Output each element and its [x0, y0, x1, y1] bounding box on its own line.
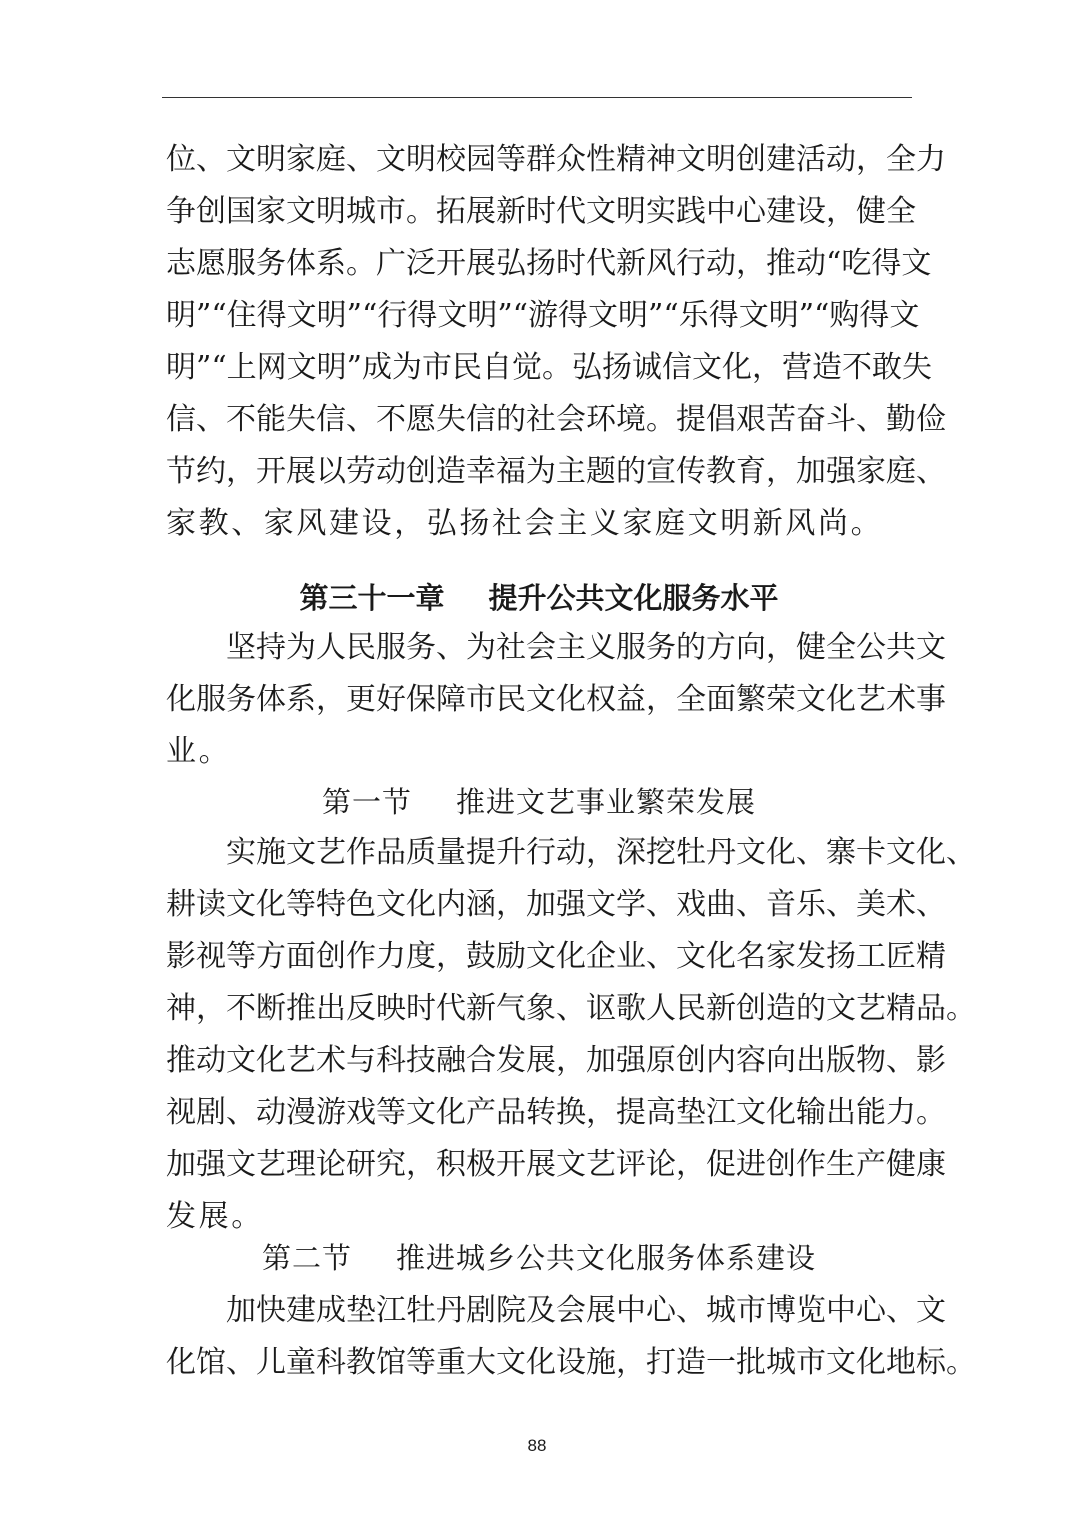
body-text-line: 位、文明家庭、文明校园等群众性精神文明创建活动，全力	[166, 142, 946, 177]
body-text-line: 明”“住得文明”“行得文明”“游得文明”“乐得文明”“购得文	[166, 298, 920, 333]
body-text-line: 明”“上网文明”成为市民自觉。弘扬诚信文化，营造不敢失	[166, 350, 933, 385]
section-number: 第一节	[321, 785, 412, 819]
chapter-title: 提升公共文化服务水平	[488, 581, 779, 615]
section-title: 推进城乡公共文化服务体系建设	[396, 1241, 817, 1275]
body-text-line: 信、不能失信、不愿失信的社会环境。提倡艰苦奋斗、勤俭	[166, 402, 946, 437]
body-text-line: 家教、家风建设，弘扬社会主义家庭文明新风尚。	[166, 506, 884, 541]
section-number: 第二节	[261, 1241, 352, 1275]
body-text-line: 实施文艺作品质量提升行动，深挖牡丹文化、寨卡文化、	[226, 835, 976, 870]
body-text-line: 坚持为人民服务、为社会主义服务的方向，健全公共文	[226, 630, 946, 665]
section-title: 推进文艺事业繁荣发展	[456, 785, 757, 819]
body-text-line: 加快建成垫江牡丹剧院及会展中心、城市博览中心、文	[226, 1293, 946, 1328]
body-text-line: 推动文化艺术与科技融合发展，加强原创内容向出版物、影	[166, 1043, 946, 1078]
chapter-number: 第三十一章	[299, 581, 445, 615]
body-text-line: 争创国家文明城市。拓展新时代文明实践中心建设，健全	[166, 194, 916, 229]
body-text-line: 化服务体系，更好保障市民文化权益，全面繁荣文化艺术事	[166, 682, 946, 717]
body-text-line: 志愿服务体系。广泛开展弘扬时代新风行动，推动“吃得文	[166, 246, 932, 281]
chapter-heading	[166, 572, 912, 624]
section-heading	[166, 1232, 912, 1284]
body-text-line: 业。	[166, 734, 232, 769]
body-text-line: 神，不断推出反映时代新气象、讴歌人民新创造的文艺精品。	[166, 991, 976, 1026]
header-rule	[162, 97, 912, 98]
body-text-line: 节约，开展以劳动创造幸福为主题的宣传教育，加强家庭、	[166, 454, 946, 489]
body-text-line: 化馆、儿童科教馆等重大文化设施，打造一批城市文化地标。	[166, 1345, 976, 1380]
body-text-line: 发展。	[166, 1199, 264, 1234]
body-text-line: 视剧、动漫游戏等文化产品转换，提高垫江文化输出能力。	[166, 1095, 946, 1130]
body-text-line: 影视等方面创作力度，鼓励文化企业、文化名家发扬工匠精	[166, 939, 946, 974]
page-number: 88	[527, 1436, 547, 1455]
body-text-line: 耕读文化等特色文化内涵，加强文学、戏曲、音乐、美术、	[166, 887, 946, 922]
section-heading	[166, 776, 912, 828]
body-text-line: 加强文艺理论研究，积极开展文艺评论，促进创作生产健康	[166, 1147, 946, 1182]
